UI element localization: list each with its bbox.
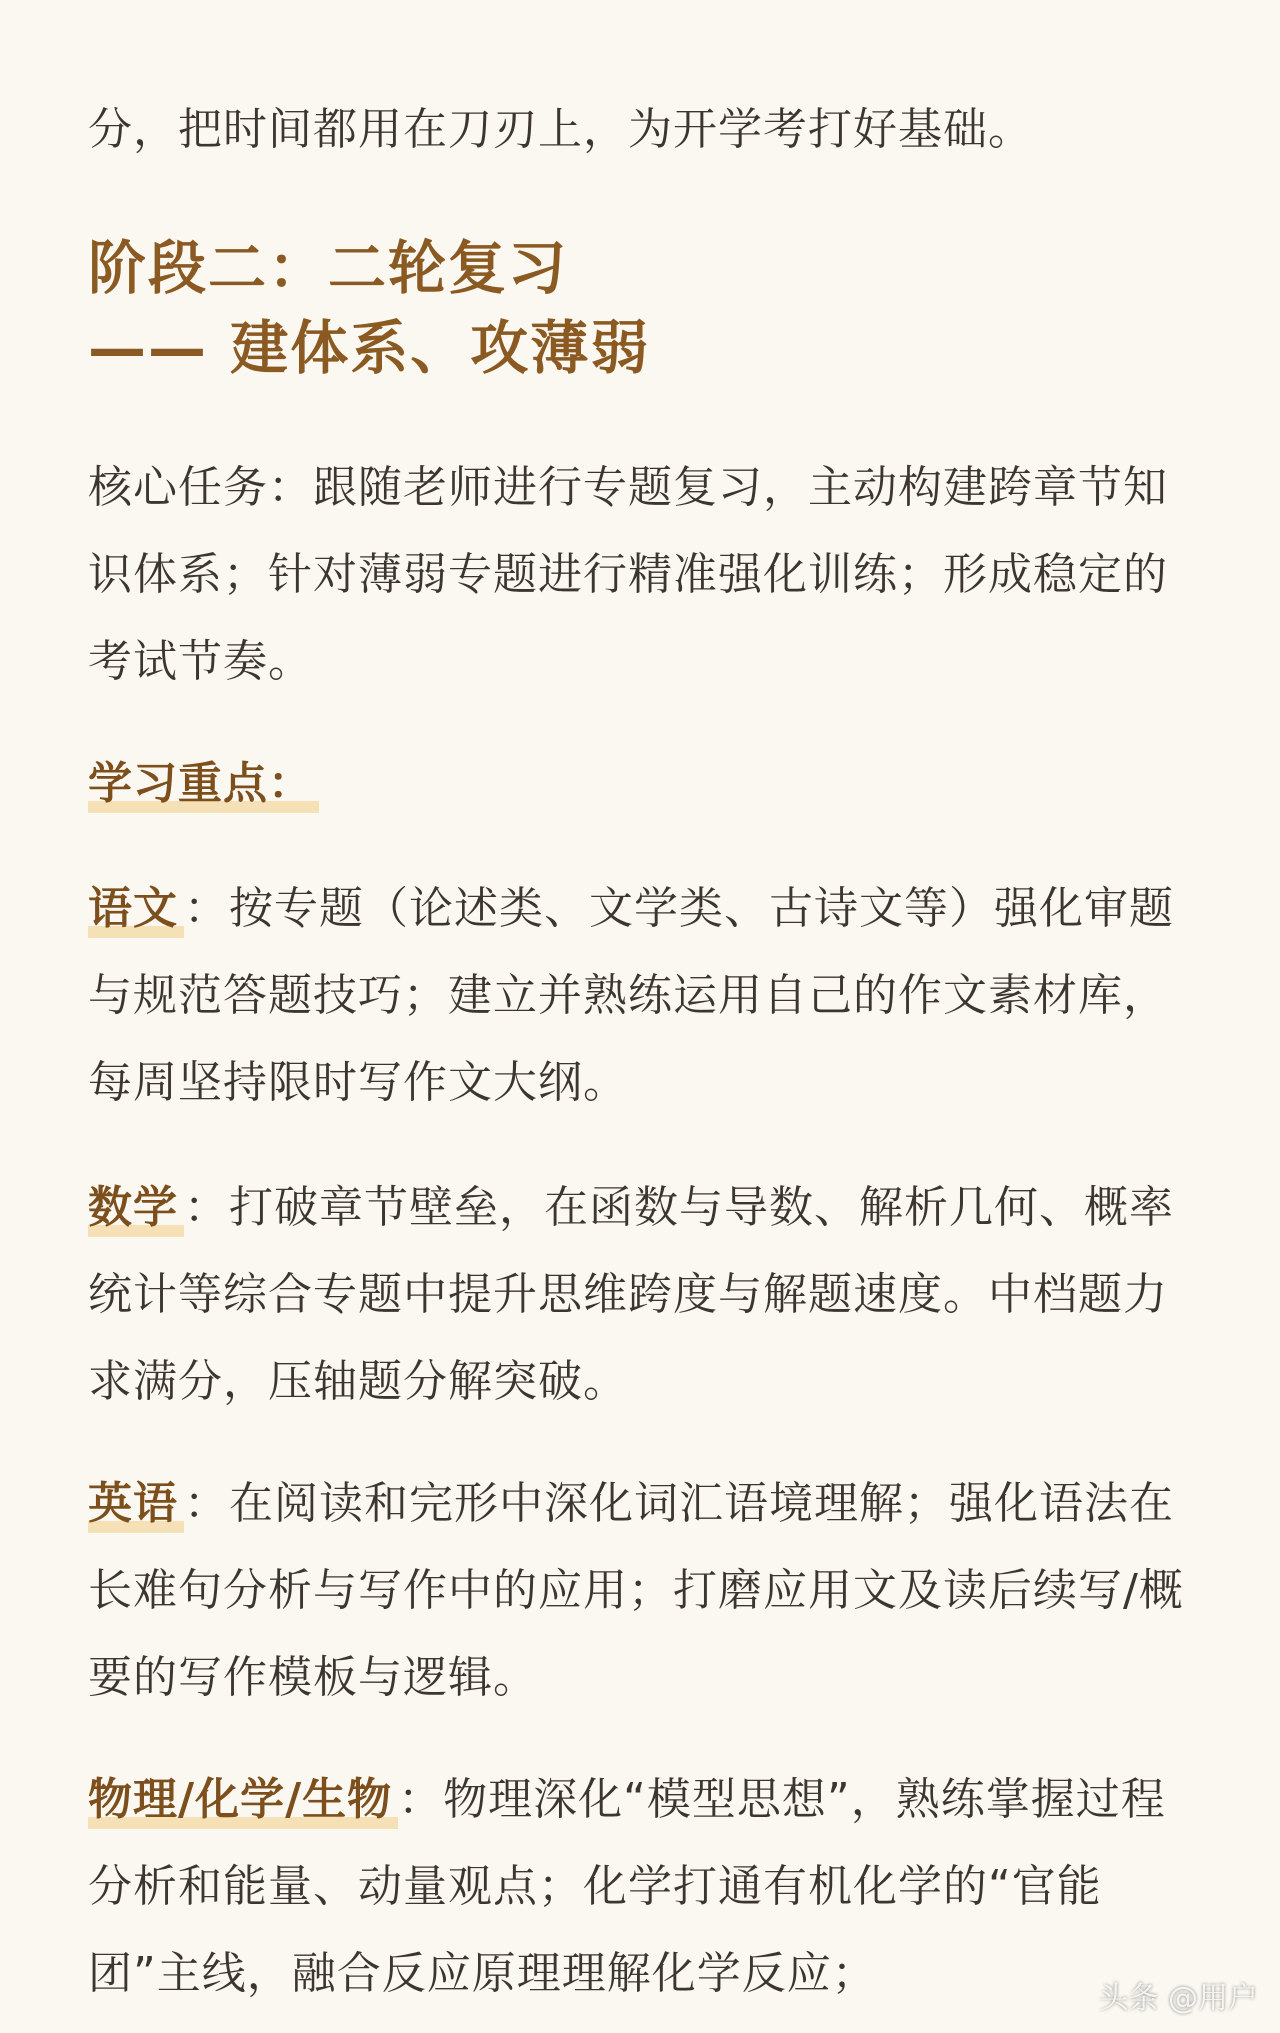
subject-english-text: 在阅读和完形中深化词汇语境理解；强化语法在长难句分析与写作中的应用；打磨应用文及读后续写/概要的写作模板与逻辑。 bbox=[88, 1478, 1184, 1703]
subject-english-label: 英语 bbox=[88, 1478, 184, 1533]
stage-two-subtitle: —— 建体系、攻薄弱 bbox=[88, 314, 651, 382]
subject-math-text: 打破章节壁垒，在函数与导数、解析几何、概率统计等综合专题中提升思维跨度与解题速度。中档题力求满分，压轴题分解突破。 bbox=[88, 1182, 1174, 1407]
subject-math-label: 数学 bbox=[88, 1182, 184, 1237]
intro-paragraph-tail: 分，把时间都用在刀刃上，为开学考打好基础。 bbox=[88, 104, 1033, 155]
subject-separator: ： bbox=[184, 1182, 229, 1233]
focus-heading bbox=[88, 752, 319, 816]
core-task-paragraph: 核心任务：跟随老师进行专题复习，主动构建跨章节知识体系；针对薄弱专题进行精准强化训练；形成稳定的考试节奏。 bbox=[88, 462, 1168, 687]
subject-separator: ： bbox=[184, 1478, 229, 1529]
subject-separator: ： bbox=[398, 1774, 444, 1825]
subject-english-paragraph bbox=[88, 1460, 1192, 1721]
subject-science-paragraph bbox=[88, 1756, 1192, 2017]
subject-chinese-text: 按专题（论述类、文学类、古诗文等）强化审题与规范答题技巧；建立并熟练运用自己的作文素材库，每周坚持限时写作文大纲。 bbox=[88, 883, 1174, 1108]
subject-separator: ： bbox=[184, 883, 229, 934]
watermark: 头条 @用户 bbox=[1098, 1981, 1258, 2016]
subject-chinese-paragraph bbox=[88, 865, 1192, 1126]
stage-two-title: 阶段二：二轮复习 bbox=[88, 234, 569, 302]
subject-science-label: 物理/化学/生物 bbox=[88, 1774, 398, 1829]
focus-heading-label: 学习重点： bbox=[88, 758, 319, 813]
subject-science-text: 物理深化“模型思想”，熟练掌握过程分析和能量、动量观点；化学打通有机化学的“官能团”主线，融合反应原理理解化学反应； bbox=[88, 1774, 1166, 1999]
subject-chinese-label: 语文 bbox=[88, 883, 184, 938]
stage-two-heading bbox=[88, 228, 1192, 388]
subject-math-paragraph bbox=[88, 1164, 1192, 1425]
